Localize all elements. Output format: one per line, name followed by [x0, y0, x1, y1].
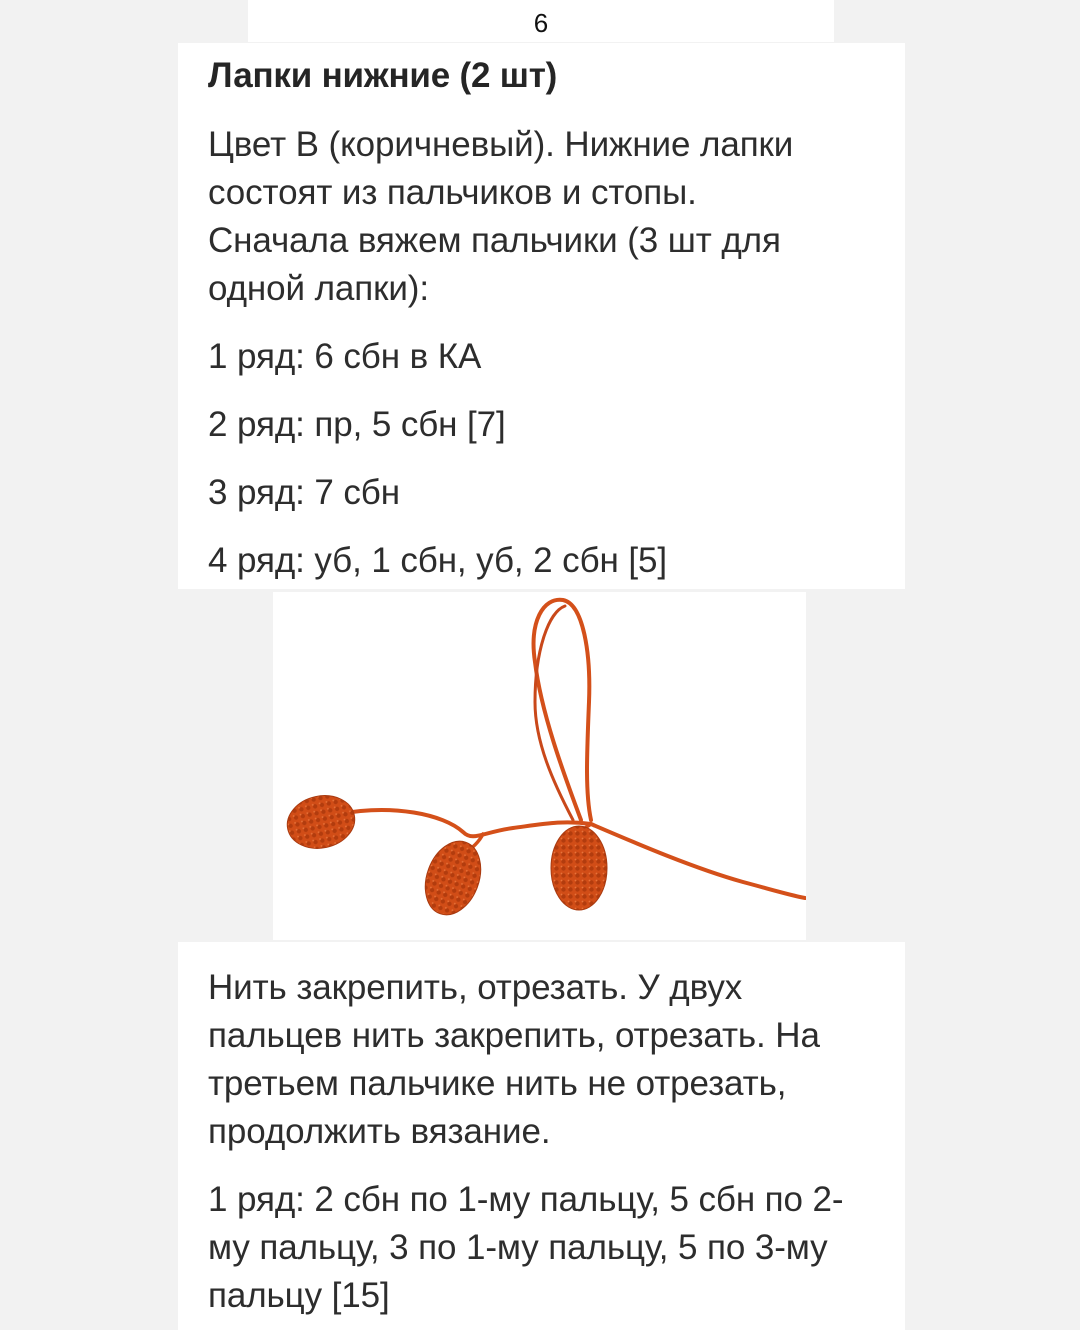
crochet-toe-1 [282, 789, 359, 854]
crochet-toe-2 [416, 833, 491, 922]
after-line-3: третьем пальчике нить не отрезать, [208, 1064, 787, 1103]
crochet-toes-illustration [273, 592, 806, 940]
page-header-strip [248, 0, 834, 42]
page-number: 6 [533, 8, 549, 38]
after-line-1: Нить закрепить, отрезать. У двух [208, 968, 743, 1007]
row2-line-3: пальцу [15] [208, 1276, 390, 1315]
row2-line-1: 1 ряд: 2 сбн по 1-му пальцу, 5 сбн по 2- [208, 1180, 844, 1219]
yarn-loop [534, 600, 591, 820]
crochet-toes-photo [273, 592, 806, 940]
crochet-toe-3 [551, 826, 607, 910]
intro-line-2: состоят из пальчиков и стопы. [208, 173, 697, 212]
yarn-tail [591, 824, 805, 898]
row-1: 1 ряд: 6 сбн в КА [208, 337, 482, 376]
intro-line-1: Цвет В (коричневый). Нижние лапки [208, 125, 794, 164]
yarn-connector [339, 810, 591, 836]
row-4: 4 ряд: уб, 1 сбн, уб, 2 сбн [5] [208, 541, 667, 580]
intro-line-4: одной лапки): [208, 269, 429, 308]
row-2: 2 ряд: пр, 5 сбн [7] [208, 405, 506, 444]
after-line-4: продолжить вязание. [208, 1112, 551, 1151]
row-3: 3 ряд: 7 сбн [208, 473, 400, 512]
row2-line-2: му пальцу, 3 по 1-му пальцу, 5 по 3-му [208, 1228, 828, 1267]
section-title: Лапки нижние (2 шт) [208, 56, 558, 95]
after-line-2: пальцев нить закрепить, отрезать. На [208, 1016, 820, 1055]
intro-line-3: Сначала вяжем пальчики (3 шт для [208, 221, 781, 260]
